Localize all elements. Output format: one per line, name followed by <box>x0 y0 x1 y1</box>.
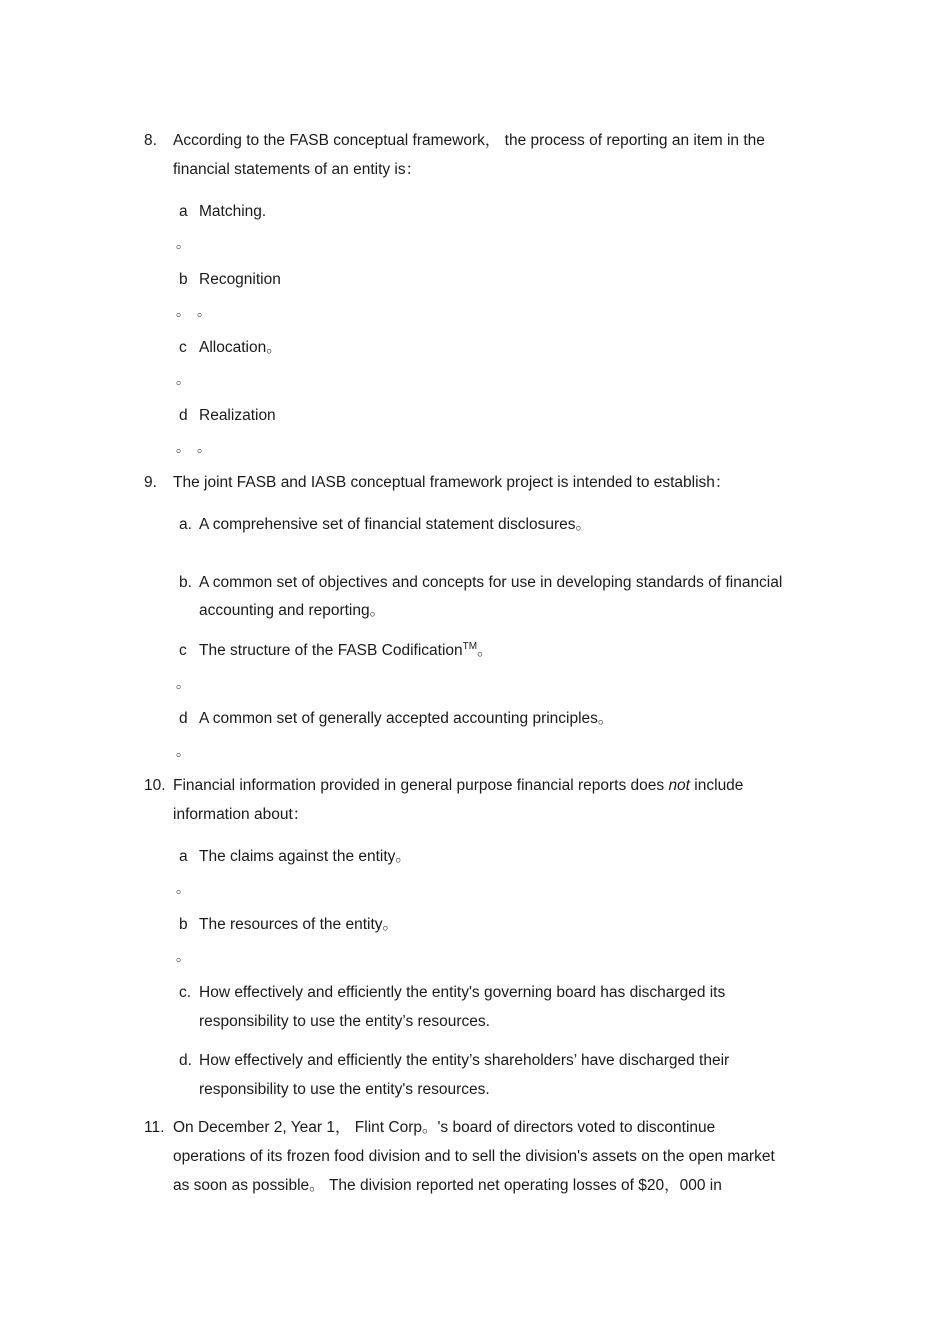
option-dot: 。 <box>176 235 190 251</box>
text-part: include <box>690 777 744 794</box>
option-letter: d <box>179 407 188 424</box>
option-letter: b <box>179 916 188 933</box>
option-text <box>199 641 493 661</box>
option-text: How effectively and efficiently the entity’s shareholders’ have discharged their <box>199 1052 730 1069</box>
option-text: A common set of objectives and concepts for use in developing standards of financial <box>199 574 783 591</box>
option-letter: c <box>179 642 187 659</box>
question-text-line: financial statements of an entity is： <box>173 161 422 178</box>
option-text: accounting and reporting。 <box>199 602 386 619</box>
option-text: Matching. <box>199 203 267 220</box>
trademark-superscript: TM <box>462 641 478 652</box>
option-letter: b <box>179 271 188 288</box>
option-dot: 。 <box>176 303 190 319</box>
option-letter: a. <box>179 516 192 533</box>
emphasis-not: not <box>668 777 690 794</box>
option-text: A comprehensive set of financial statement disclosures。 <box>199 516 591 533</box>
option-text: A common set of generally accepted accounting principles。 <box>199 710 614 727</box>
text-part: Financial information provided in general purpose financial reports does <box>173 777 669 794</box>
option-dot: 。 <box>176 743 190 759</box>
option-text: responsibility to use the entity's resources. <box>199 1081 490 1098</box>
option-letter: d. <box>179 1052 192 1069</box>
option-text: The resources of the entity。 <box>199 916 399 933</box>
question-text-line: The joint FASB and IASB conceptual framework project is intended to establish： <box>173 474 731 491</box>
option-letter: a <box>179 203 188 220</box>
question-number: 10. <box>144 777 166 794</box>
option-text: Realization <box>199 407 276 424</box>
question-text-line: operations of its frozen food division and to sell the division's assets on the open market <box>173 1148 775 1165</box>
option-dot: 。 <box>176 371 190 387</box>
question-number: 8. <box>144 132 157 149</box>
question-text-line: information about： <box>173 806 309 823</box>
option-dot: 。 <box>176 948 190 964</box>
option-dot: 。 <box>197 303 211 319</box>
question-number: 9. <box>144 474 157 491</box>
question-text-line <box>173 776 743 796</box>
option-dot: 。 <box>176 439 190 455</box>
option-letter: c <box>179 339 187 356</box>
option-letter: d <box>179 710 188 727</box>
option-text: Recognition <box>199 271 281 288</box>
option-text: The claims against the entity。 <box>199 848 411 865</box>
option-text: Allocation。 <box>199 339 282 356</box>
option-dot: 。 <box>176 675 190 691</box>
option-letter: b. <box>179 574 192 591</box>
option-letter: c. <box>179 984 192 1001</box>
option-text: responsibility to use the entity’s resources. <box>199 1013 490 1030</box>
question-text-line: On December 2, Year 1， Flint Corp。's board of directors voted to discontinue <box>173 1119 716 1136</box>
question-text-line: as soon as possible。 The division reported net operating losses of $20，000 in <box>173 1177 722 1194</box>
option-text-part: 。 <box>477 642 493 659</box>
option-text: How effectively and efficiently the entity's governing board has discharged its <box>199 984 726 1001</box>
question-text-line: According to the FASB conceptual framework， the process of reporting an item in the <box>173 132 765 149</box>
option-dot: 。 <box>197 439 211 455</box>
option-text-part: The structure of the FASB Codification <box>199 642 463 659</box>
question-number: 11. <box>144 1119 165 1136</box>
option-letter: a <box>179 848 188 865</box>
option-dot: 。 <box>176 880 190 896</box>
